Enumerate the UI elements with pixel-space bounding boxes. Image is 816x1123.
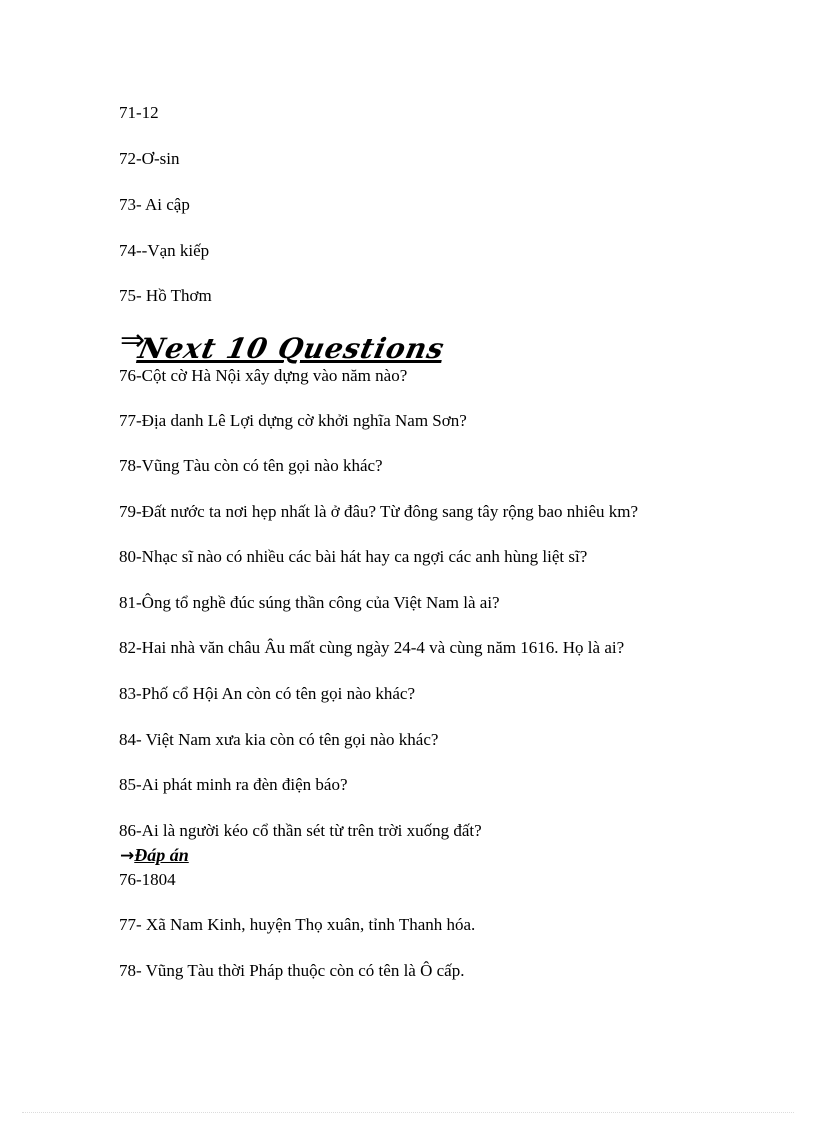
question-77: 77-Địa danh Lê Lợi dựng cờ khởi nghĩa Nam Sơn?	[119, 411, 467, 430]
question-83: 83-Phố cổ Hội An còn có tên gọi nào khác?	[119, 684, 416, 703]
answer-75: 75- Hồ Thơm	[119, 286, 212, 305]
answer-73: 73- Ai cập	[119, 195, 190, 214]
question-78: 78-Vũng Tàu còn có tên gọi nào khác?	[119, 456, 383, 475]
answer-72: 72-Ơ-sin	[119, 149, 180, 168]
answer-77: 77- Xã Nam Kinh, huyện Thọ xuân, tỉnh Thanh hóa.	[119, 915, 476, 934]
answer-heading-title: Đáp án	[134, 845, 189, 865]
next-questions-heading	[120, 323, 448, 366]
answer-78: 78- Vũng Tàu thời Pháp thuộc còn có tên là Ô cấp.	[119, 961, 465, 980]
next-questions-title: Next 10 Questions	[135, 332, 448, 365]
question-85: 85-Ai phát minh ra đèn điện báo?	[119, 775, 348, 794]
double-arrow-icon: ⇒	[120, 323, 146, 358]
question-81: 81-Ông tổ nghề đúc súng thần công của Việt Nam là ai?	[119, 593, 500, 612]
page-bottom-border	[22, 1112, 794, 1113]
arrow-right-icon: →	[120, 846, 135, 866]
answer-74: 74--Vạn kiếp	[119, 241, 210, 260]
question-80: 80-Nhạc sĩ nào có nhiều các bài hát hay ca ngợi các anh hùng liệt sĩ?	[119, 547, 588, 566]
question-82: 82-Hai nhà văn châu Âu mất cùng ngày 24-4 và cùng năm 1616. Họ là ai?	[119, 638, 625, 657]
question-86: 86-Ai là người kéo cổ thần sét từ trên trời xuống đất?	[119, 821, 482, 840]
question-79: 79-Đất nước ta nơi hẹp nhất là ở đâu? Từ đông sang tây rộng bao nhiêu km?	[119, 502, 639, 521]
question-76: 76-Cột cờ Hà Nội xây dựng vào năm nào?	[119, 366, 408, 385]
answer-71: 71-12	[119, 103, 159, 122]
answer-76: 76-1804	[119, 870, 176, 889]
question-84: 84- Việt Nam xưa kia còn có tên gọi nào khác?	[119, 730, 439, 749]
answer-heading	[120, 845, 189, 866]
